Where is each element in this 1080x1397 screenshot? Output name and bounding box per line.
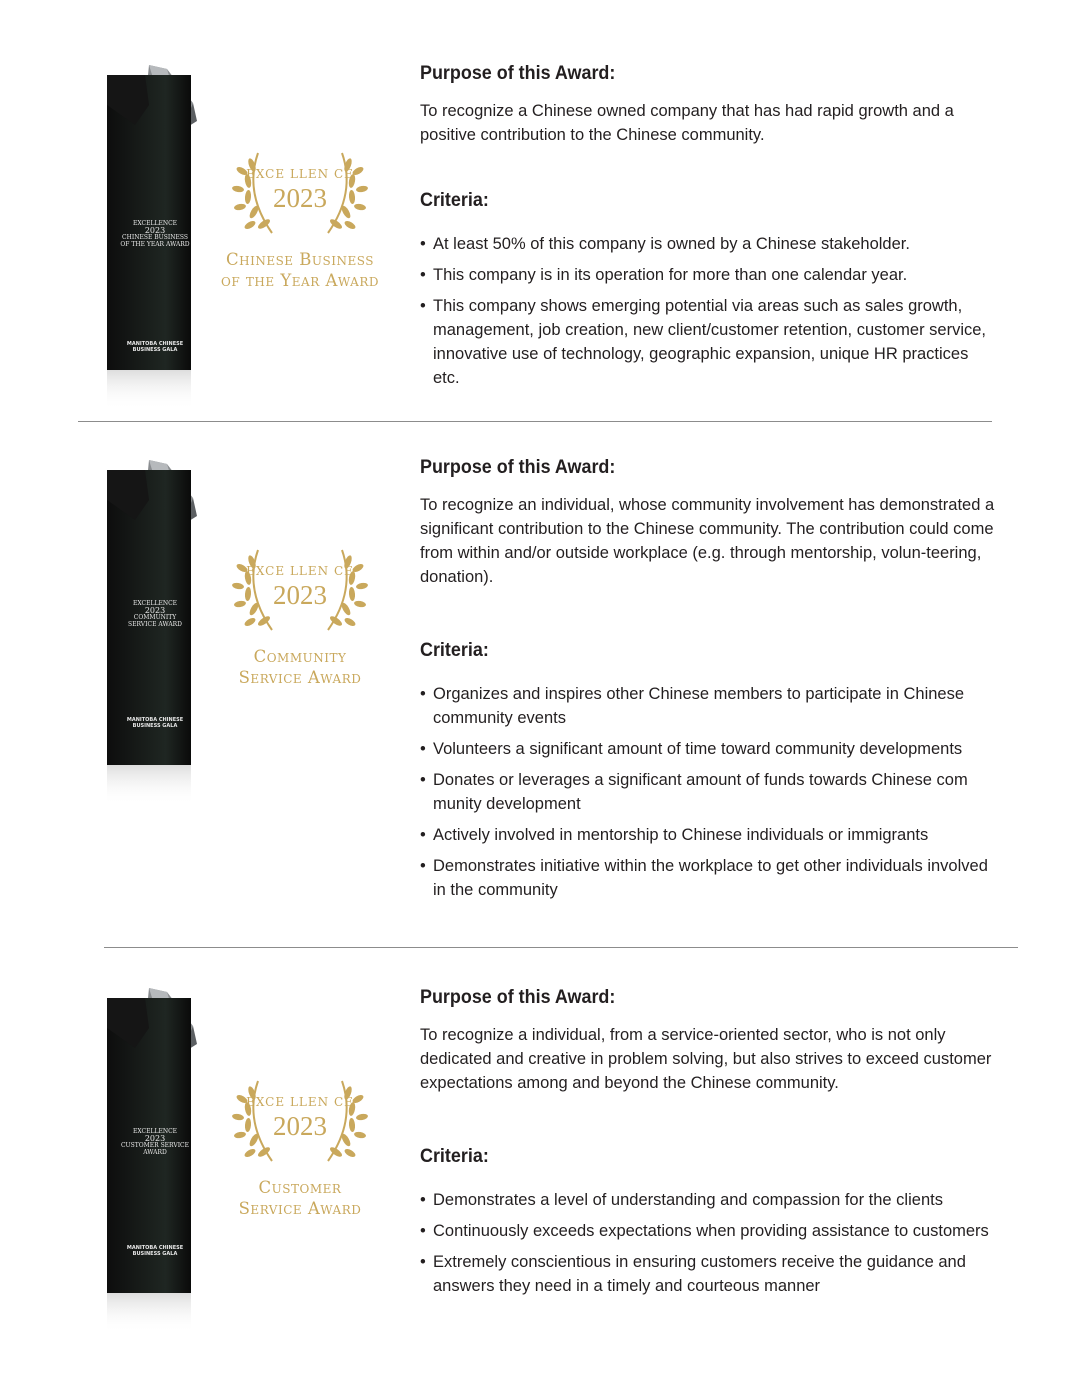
award-name bbox=[200, 1177, 400, 1219]
trophy-plaque bbox=[105, 1128, 205, 1156]
plaque-line: EXCELLENCE bbox=[132, 600, 178, 607]
excellence-label: EXCE LLEN CE bbox=[246, 1095, 354, 1109]
plaque-line: EXCELLENCE bbox=[132, 1128, 178, 1135]
award-section-2 bbox=[0, 440, 1080, 940]
section-divider bbox=[104, 947, 1018, 948]
award-details bbox=[420, 986, 1020, 1305]
criteria-item: • Donates or leverages a significant amount of funds towards Chinese com munity development bbox=[420, 768, 995, 816]
plaque-line: CUSTOMER SERVICE bbox=[120, 1142, 190, 1149]
award-details bbox=[420, 62, 1020, 397]
excellence-label: EXCE LLEN CE bbox=[246, 167, 354, 181]
award-section-1 bbox=[0, 0, 1080, 420]
criteria-item: • This company shows emerging potential via areas such as sales growth, management, job creation, new client/customer retention, customer service, innovative use of technology, geographic expansion, unique HR practices etc. bbox=[420, 294, 990, 390]
criteria-item: • Demonstrates a level of understanding and compassion for the clients bbox=[420, 1188, 1010, 1212]
trophy-footer: MANITOBA CHINESE BUSINESS GALA bbox=[126, 341, 184, 353]
plaque-line: 2023 bbox=[144, 606, 166, 615]
criteria-item: • Extremely conscientious in ensuring customers receive the guidance and answers they need in a timely and courteous manner bbox=[420, 1250, 1010, 1298]
award-year: 2023 bbox=[273, 1111, 327, 1141]
criteria-heading: Criteria: bbox=[420, 189, 489, 211]
criteria-item: • Continuously exceeds expectations when providing assistance to customers bbox=[420, 1219, 1010, 1243]
section-divider bbox=[78, 421, 992, 422]
purpose-heading: Purpose of this Award: bbox=[420, 456, 616, 478]
purpose-text: To recognize a individual, from a service-oriented sector, who is not only dedicated and creative in problem solving, but also strives to exceed customer expectations among and beyond the Chinese community. bbox=[420, 1026, 992, 1092]
criteria-list bbox=[420, 1188, 1010, 1298]
plaque-line: AWARD bbox=[143, 1149, 167, 1156]
award-name-line: Service Award bbox=[238, 668, 362, 687]
award-details bbox=[420, 456, 1020, 909]
purpose-heading: Purpose of this Award: bbox=[420, 986, 616, 1008]
award-name-line: Community bbox=[253, 647, 347, 666]
laurel-wreath-icon bbox=[230, 542, 370, 642]
excellence-label: EXCE LLEN CE bbox=[246, 564, 354, 578]
award-emblem bbox=[200, 542, 400, 688]
purpose-text: To recognize an individual, whose community involvement has demonstrated a significant contribution to the Chinese community. The contribution could come from within and/or outside workplace (e.g. through mentorship, volun-teering, donation). bbox=[420, 496, 995, 586]
plaque-line: EXCELLENCE bbox=[132, 220, 178, 227]
award-name bbox=[200, 249, 400, 291]
award-name-line: Chinese Business bbox=[225, 250, 374, 269]
plaque-line: 2023 bbox=[144, 1134, 166, 1143]
laurel-wreath-icon bbox=[230, 145, 370, 245]
criteria-heading: Criteria: bbox=[420, 639, 489, 661]
purpose-heading: Purpose of this Award: bbox=[420, 62, 616, 84]
award-emblem bbox=[200, 145, 400, 291]
trophy-footer: MANITOBA CHINESE BUSINESS GALA bbox=[126, 717, 184, 729]
criteria-item: • Organizes and inspires other Chinese members to participate in Chinese community events bbox=[420, 682, 995, 730]
criteria-item: • This company is in its operation for more than one calendar year. bbox=[420, 263, 990, 287]
award-year: 2023 bbox=[273, 580, 327, 610]
trophy-plaque bbox=[105, 220, 205, 248]
trophy-image bbox=[105, 65, 205, 415]
award-year: 2023 bbox=[273, 183, 327, 213]
criteria-list bbox=[420, 682, 995, 902]
plaque-line: COMMUNITY bbox=[133, 614, 177, 621]
trophy-image bbox=[105, 988, 205, 1338]
plaque-line: 2023 bbox=[144, 226, 166, 235]
trophy-plaque bbox=[105, 600, 205, 628]
criteria-list bbox=[420, 232, 990, 390]
award-emblem bbox=[200, 1073, 400, 1219]
award-name-line: Service Award bbox=[238, 1199, 362, 1218]
plaque-line: SERVICE AWARD bbox=[128, 621, 182, 628]
criteria-item: • Demonstrates initiative within the workplace to get other individuals involved in the community bbox=[420, 854, 995, 902]
award-name-line: Customer bbox=[258, 1178, 342, 1197]
criteria-item: • Actively involved in mentorship to Chinese individuals or immigrants bbox=[420, 823, 995, 847]
plaque-line: OF THE YEAR AWARD bbox=[120, 241, 190, 248]
criteria-item: • At least 50% of this company is owned by a Chinese stakeholder. bbox=[420, 232, 990, 256]
criteria-heading: Criteria: bbox=[420, 1145, 489, 1167]
plaque-line: CHINESE BUSINESS bbox=[122, 234, 188, 241]
trophy-image bbox=[105, 460, 205, 810]
laurel-wreath-icon bbox=[230, 1073, 370, 1173]
trophy-footer: MANITOBA CHINESE BUSINESS GALA bbox=[126, 1245, 184, 1257]
award-section-3 bbox=[0, 970, 1080, 1390]
award-name-line: of the Year Award bbox=[221, 271, 379, 290]
criteria-item: • Volunteers a significant amount of time toward community developments bbox=[420, 737, 995, 761]
award-name bbox=[200, 646, 400, 688]
purpose-text: To recognize a Chinese owned company that has had rapid growth and a positive contribution to the Chinese community. bbox=[420, 102, 954, 144]
